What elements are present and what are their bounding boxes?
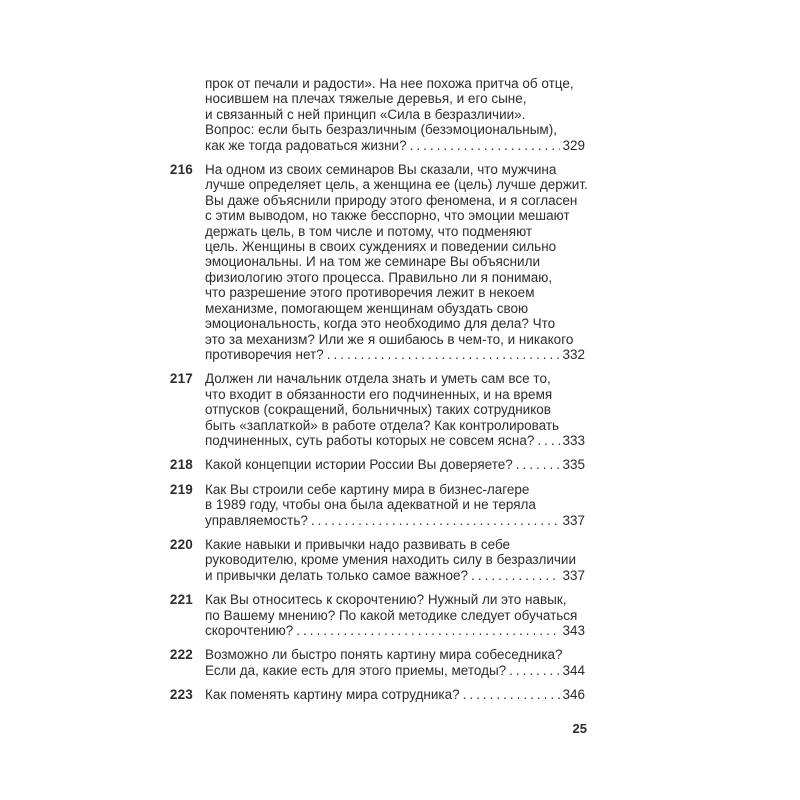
toc-entry-line: держать цель, в том числе и потому, что подменяют [205, 223, 533, 239]
toc-entry-text [205, 76, 585, 153]
toc-entry-text [205, 687, 585, 702]
toc-entry-last-line [205, 433, 585, 448]
toc-entry-last-line [205, 513, 585, 528]
toc-entry-line: лучше определяет цель, а женщина ее (цель) лучше держит. [205, 177, 588, 193]
toc-entry [169, 592, 585, 638]
toc-entry-text [205, 162, 588, 362]
dot-leader [516, 457, 561, 472]
toc-entry-line: управляемость? [205, 512, 308, 528]
toc-list [169, 76, 588, 712]
toc-entry-line: Как Вы строили себе картину мира в бизнес-лагере [205, 481, 530, 497]
toc-entry-line: по Вашему мнению? По какой методике следует обучаться [205, 607, 578, 623]
toc-entry-text [205, 457, 585, 472]
toc-entry-line: цель. Женщины в своих суждениях и поведении сильно [205, 239, 557, 255]
toc-entry-last-line [205, 568, 585, 583]
toc-entry-number: 223 [169, 687, 193, 703]
toc-entry [169, 481, 585, 528]
toc-entry-number: 218 [169, 457, 193, 473]
dot-leader [471, 568, 560, 583]
toc-entry-page-number: 335 [562, 457, 585, 473]
toc-entry-line: механизме, помогающем женщинам обуздать свою [205, 300, 529, 316]
toc-entry-line: противоречия нет? [205, 346, 324, 362]
toc-entry-page-number: 344 [562, 662, 585, 678]
toc-entry [169, 457, 585, 473]
toc-entry-line: Какой концепции истории России Вы доверяете? [205, 457, 513, 473]
toc-entry-page-number: 329 [562, 137, 585, 153]
toc-entry-line: с этим выводом, но также бесспорно, что эмоции мешают [205, 208, 570, 224]
toc-entry-text [205, 647, 585, 678]
dot-leader [311, 513, 561, 528]
toc-entry-line: прок от печали и радости». На нее похожа притча об отце, [205, 76, 574, 91]
toc-entry-number: 220 [169, 536, 193, 552]
toc-entry-last-line [205, 347, 585, 362]
toc-entry-line: быть «заплаткой» в работе отдела? Как контролировать [205, 417, 560, 433]
toc-entry-line: Возможно ли быстро понять картину мира собеседника? [205, 647, 563, 663]
toc-entry-page-number: 337 [562, 512, 585, 528]
toc-entry-line: в 1989 году, чтобы она была адекватной и не теряла [205, 497, 536, 513]
toc-entry [169, 536, 585, 583]
toc-entry-line: эмоциональны. И на том же семинаре Вы объяснили [205, 254, 540, 270]
toc-entry-line: носившем на плечах тяжелые деревья, и его сыне, [205, 91, 527, 107]
toc-entry [205, 76, 585, 153]
toc-entry-page-number: 332 [562, 346, 585, 362]
toc-entry-line: подчиненных, суть работы которых не совсем ясна? [205, 432, 535, 448]
toc-entry-last-line [205, 457, 585, 472]
toc-entry-text [205, 592, 585, 638]
toc-entry-line: как же тогда радоваться жизни? [205, 137, 407, 153]
toc-entry-line: отпусков (сокращений, больничных) таких сотрудников [205, 402, 551, 418]
toc-entry [169, 371, 585, 448]
folio-page-number: 25 [572, 721, 587, 736]
toc-entry-line: эмоциональность, когда это необходимо для дела? Что [205, 316, 556, 332]
toc-entry-line: Вопрос: если быть безразличным (безэмоциональным), [205, 122, 557, 138]
dot-leader [463, 687, 561, 702]
toc-entry-line: и привычки делать только самое важное? [205, 567, 469, 583]
page-footer [205, 721, 587, 737]
toc-entry-line: Какие навыки и привычки надо развивать в себе [205, 536, 511, 552]
dot-leader [296, 623, 560, 638]
toc-entry-line: На одном из своих семинаров Вы сказали, что мужчина [205, 162, 557, 178]
toc-entry-line: и связанный с ней принцип «Сила в безразличии». [205, 106, 526, 122]
dot-leader [410, 138, 561, 153]
toc-entry-last-line [205, 623, 585, 638]
toc-entry [169, 647, 585, 678]
toc-entry-line: что разрешение этого противоречия лежит в некоем [205, 285, 535, 301]
toc-entry-number: 219 [169, 481, 193, 497]
dot-leader [327, 347, 561, 362]
toc-entry-number: 221 [169, 592, 193, 608]
toc-entry-line: руководителю, кроме умения находить силу в безразличии [205, 552, 576, 568]
toc-entry-page-number: 337 [562, 567, 585, 583]
toc-entry-last-line [205, 138, 585, 153]
toc-entry-text [205, 537, 585, 583]
toc-entry-page-number: 333 [562, 432, 585, 448]
toc-entry-line: это за механизм? Или же я ошибаюсь в чем-то, и никакого [205, 331, 574, 347]
toc-entry-line: физиологию этого процесса. Правильно ли я понимаю, [205, 269, 553, 285]
toc-entry-last-line [205, 687, 585, 702]
toc-entry-number: 222 [169, 647, 193, 663]
toc-entry-page-number: 346 [562, 687, 585, 703]
toc-entry-line: Как Вы относитесь к скорочтению? Нужный ли это навык, [205, 592, 567, 608]
toc-entry [169, 162, 588, 362]
toc-entry-number: 216 [169, 162, 193, 178]
dot-leader [537, 433, 560, 448]
toc-entry-text [205, 371, 585, 448]
toc-entry-number: 217 [169, 371, 193, 387]
toc-entry [169, 687, 585, 703]
toc-entry-line: Должен ли начальник отдела знать и уметь сам все то, [205, 371, 551, 387]
toc-entry-line: Вы даже объяснили природу этого феномена, и я согласен [205, 192, 578, 208]
toc-entry-line: Если да, какие есть для этого приемы, методы? [205, 662, 507, 678]
dot-leader [509, 663, 560, 678]
toc-entry-text [205, 482, 585, 528]
toc-entry-page-number: 343 [562, 623, 585, 638]
toc-entry-line: скорочтению? [205, 623, 294, 638]
toc-entry-line: что входит в обязанности его подчиненных, и на время [205, 386, 553, 402]
toc-entry-last-line [205, 663, 585, 678]
toc-entry-line: Как поменять картину мира сотрудника? [205, 687, 460, 703]
